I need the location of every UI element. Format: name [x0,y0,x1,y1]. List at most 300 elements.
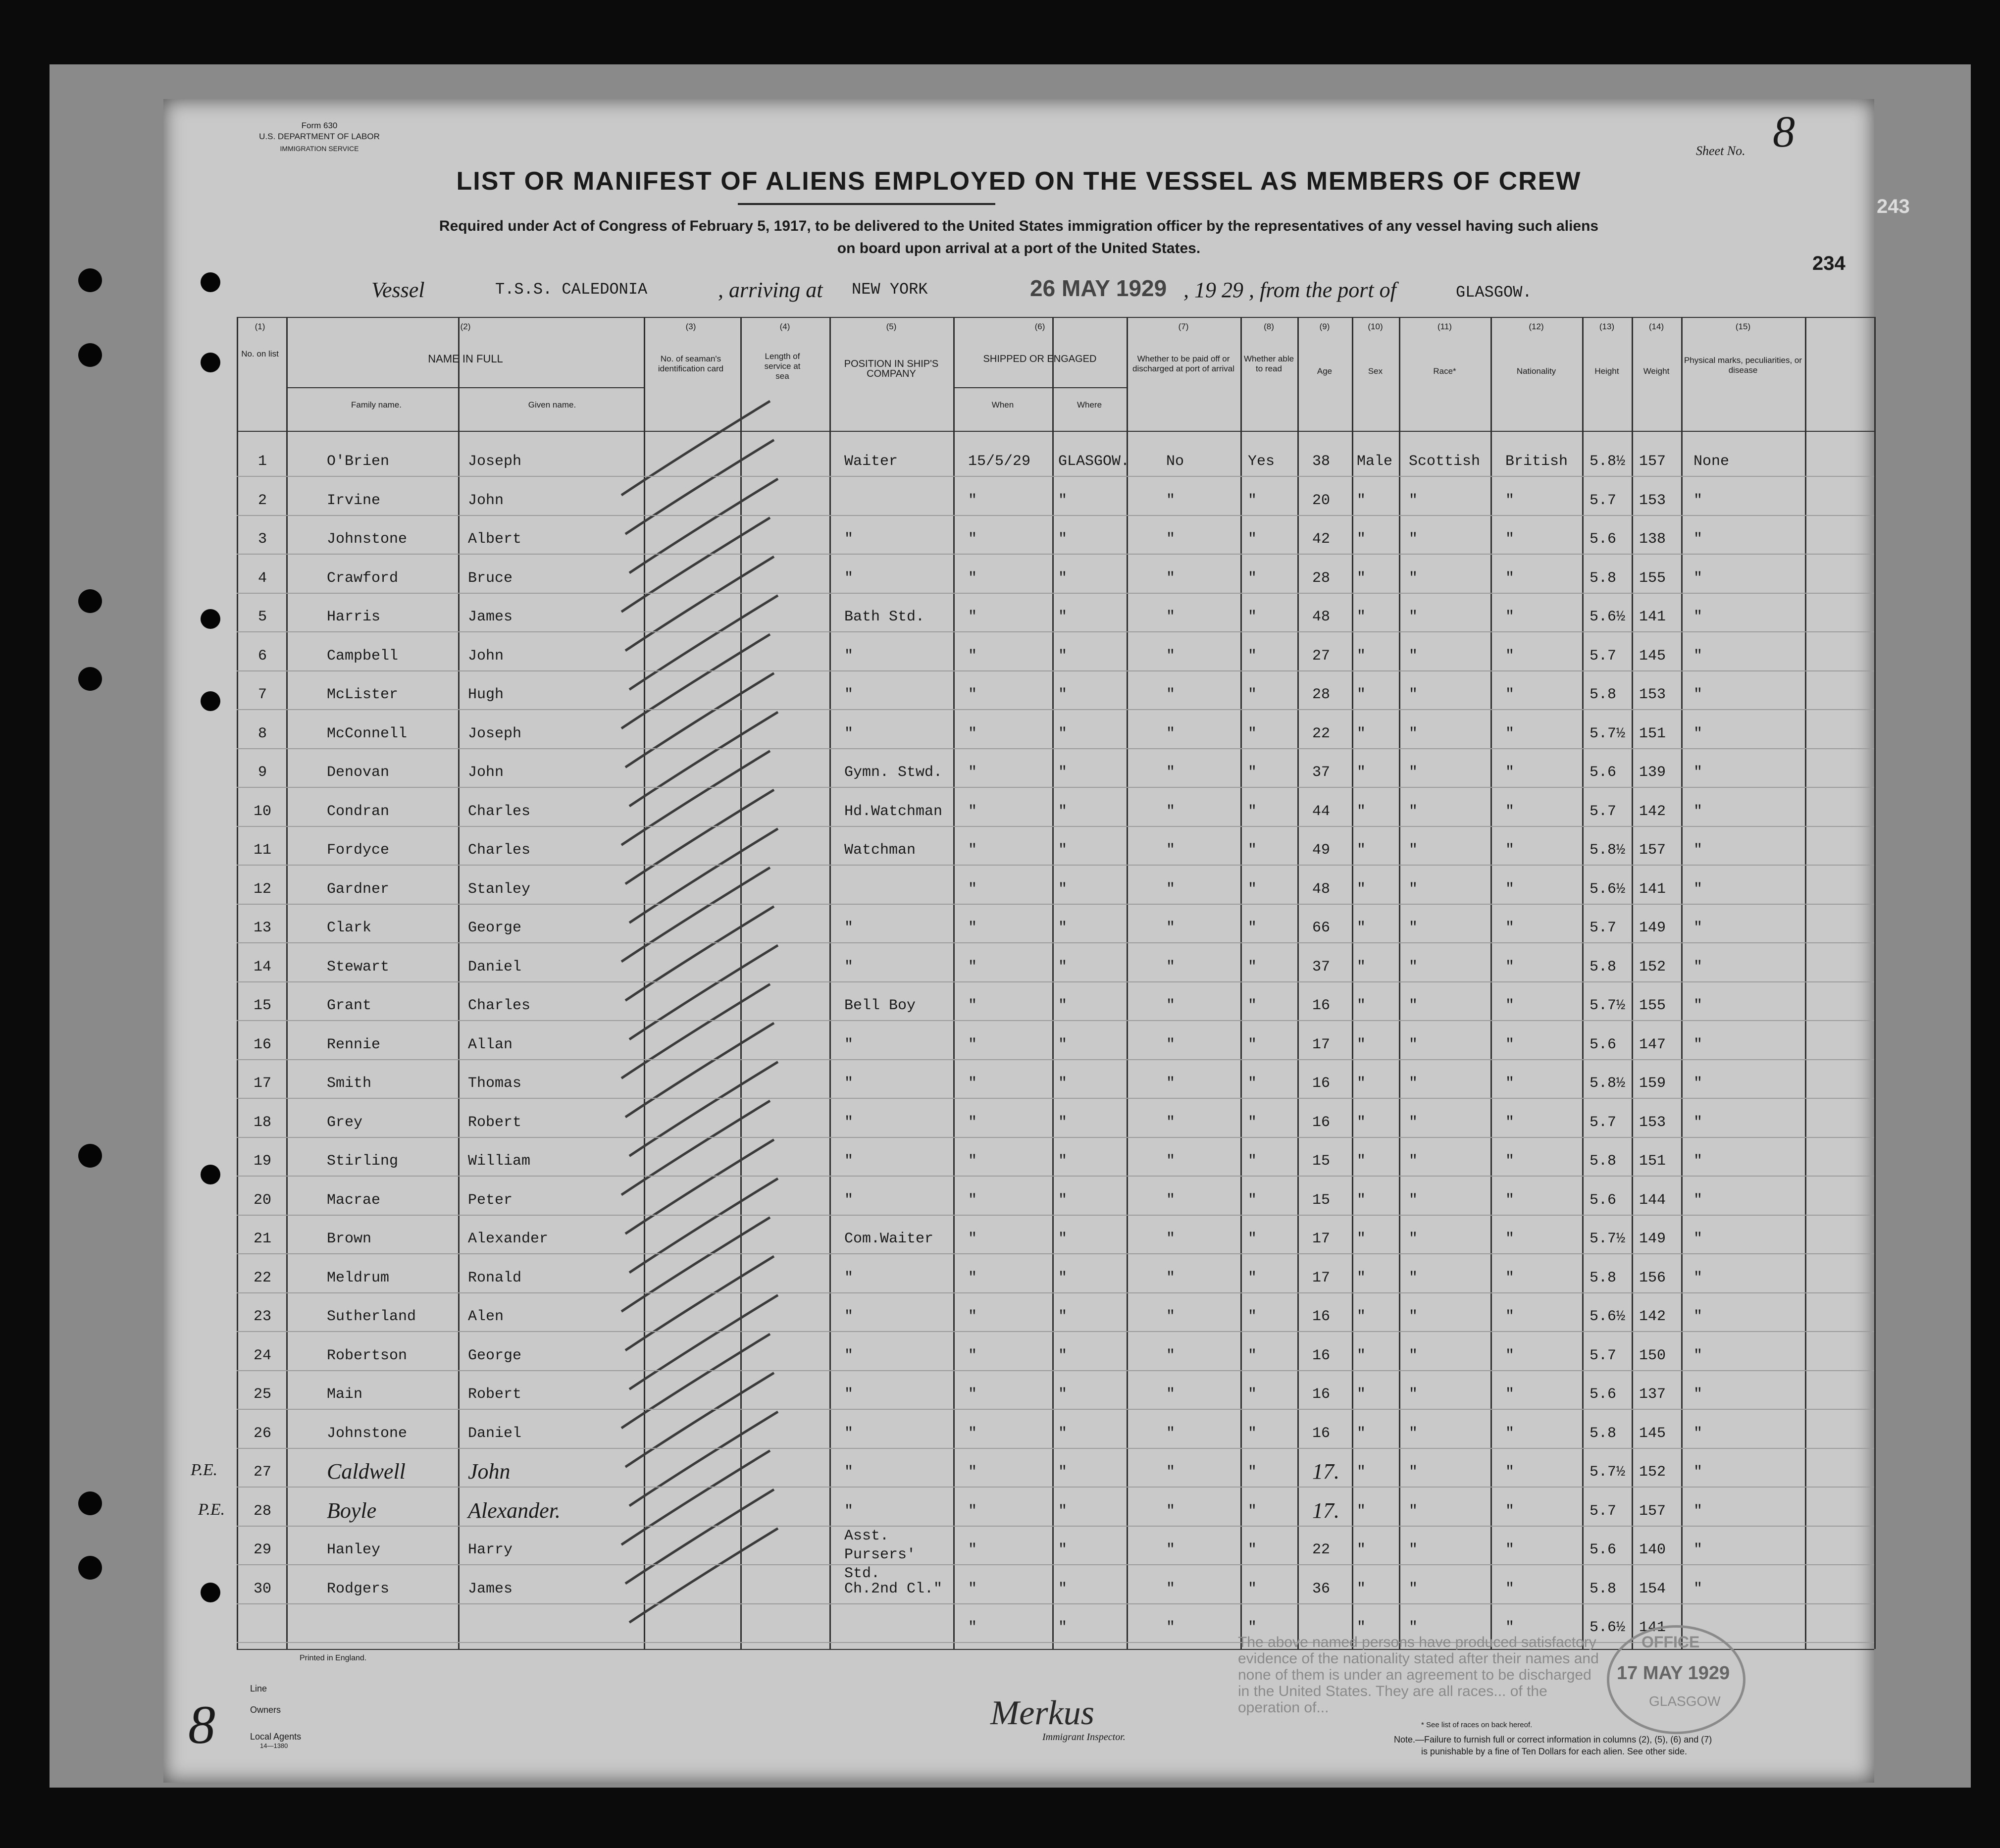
shipped-when: " [968,803,977,820]
manifest-title: LIST OR MANIFEST OF ALIENS EMPLOYED ON THE VESSEL AS MEMBERS OF CREW [456,167,1582,196]
ruling-line [237,1487,1874,1488]
physical-marks: " [1693,569,1703,587]
col-when: When [991,400,1014,410]
office-stamp-date: 17 MAY 1929 [1617,1663,1730,1684]
given-name: John [468,1459,511,1484]
height: 5.6 [1590,1191,1617,1209]
shipped-where: " [1058,569,1068,587]
row-number: 12 [253,880,271,898]
able-to-read: " [1248,1114,1257,1131]
shipped-when: " [968,1580,977,1597]
weight: 155 [1639,997,1666,1014]
race: " [1409,1036,1418,1053]
able-to-read: " [1248,997,1257,1014]
pen-stroke [621,401,770,495]
age: 37 [1312,958,1331,975]
inspector-label: Immigrant Inspector. [1042,1732,1126,1743]
nationality: " [1505,842,1515,859]
paid-off: " [1166,1386,1176,1403]
row-number: 26 [253,1425,271,1442]
col-num-15: (15) [1735,322,1751,331]
weight: 141 [1639,1619,1666,1636]
margin-number-234: 234 [1812,253,1846,274]
family-name: Campbell [327,647,399,665]
shipped-when: " [968,1269,977,1286]
race: " [1409,492,1418,509]
shipped-where: " [1058,1191,1068,1209]
race: " [1409,1269,1418,1286]
given-name: Alexander. [468,1498,561,1523]
ruling-line [237,1448,1874,1449]
age: 16 [1312,997,1331,1014]
ruling-line [237,826,1874,827]
physical-marks: " [1693,492,1703,509]
paid-off: " [1166,1619,1176,1636]
race: " [1409,1191,1418,1209]
col-where: Where [1077,400,1102,410]
given-name: Harry [468,1541,513,1558]
family-name: Brown [327,1231,372,1247]
paid-off: " [1166,1580,1176,1597]
race: " [1409,842,1418,859]
sex: " [1357,609,1366,625]
paid-off: " [1166,1464,1176,1481]
family-name: Sutherland [327,1308,416,1325]
ruling-line [237,1564,1874,1565]
col-num-5: (5) [886,322,897,331]
row-number: 8 [257,725,267,742]
position: " [844,1464,854,1481]
family-name: Johnstone [327,1425,408,1442]
weight: 156 [1639,1269,1666,1286]
nationality: " [1505,1464,1515,1481]
sex: " [1357,880,1366,898]
col-num-13: (13) [1599,322,1615,331]
family-name: Boyle [327,1498,377,1523]
shipped-when: " [968,647,977,665]
nationality: " [1505,1036,1515,1053]
ruling-line [237,1059,1874,1060]
sheet-number: 8 [1773,107,1795,156]
weight: 141 [1639,880,1666,898]
weight: 154 [1639,1580,1666,1597]
sex: " [1357,842,1366,859]
sex: " [1357,1153,1366,1170]
col-given-name: Given name. [528,400,576,410]
col-id-card: No. of seaman's identification card [658,354,724,373]
position: Gymn. Stwd. [844,764,943,781]
weight: 140 [1639,1541,1666,1558]
height: 5.8 [1590,686,1617,703]
height: 5.7 [1590,1502,1617,1520]
physical-marks: " [1693,1114,1703,1131]
shipped-when: " [968,880,977,898]
weight: 155 [1639,569,1666,587]
age: 17. [1312,1459,1339,1484]
weight: 152 [1639,958,1666,975]
owners-label: Owners [250,1705,281,1715]
weight: 139 [1639,764,1666,781]
paid-off: " [1166,1502,1176,1520]
able-to-read: " [1248,569,1257,587]
family-name: Main [327,1386,363,1403]
shipped-when: " [968,1464,977,1481]
row-number: 5 [257,609,267,625]
shipped-when: " [968,1386,977,1403]
physical-marks: " [1693,725,1703,742]
ruling-line [237,865,1874,866]
given-name: Robert [468,1386,522,1403]
service-label: IMMIGRATION SERVICE [280,145,359,153]
nationality: " [1505,531,1515,548]
able-to-read: " [1248,725,1257,742]
race: " [1409,647,1418,665]
nationality: British [1505,453,1568,470]
col-shipped: SHIPPED OR ENGAGED [983,354,1097,364]
height: 5.6 [1590,1036,1617,1053]
height: 5.7 [1590,647,1617,665]
ruling-line [237,1253,1874,1254]
ruling-line [237,1331,1874,1332]
shipped-where: " [1058,1036,1068,1053]
nationality: " [1505,1619,1515,1636]
family-name: Fordyce [327,842,390,859]
height: 5.6 [1590,764,1617,781]
weight: 153 [1639,1114,1666,1131]
ruling-line [237,515,1874,516]
physical-marks: " [1693,1191,1703,1209]
office-stamp-label: OFFICE [1641,1633,1700,1651]
shipped-where: " [1058,1114,1068,1131]
given-name: John [468,647,504,665]
ruling-line [237,709,1874,710]
nationality: " [1505,1502,1515,1520]
able-to-read: " [1248,1269,1257,1286]
pen-stroke [625,1140,774,1234]
age: 17 [1312,1231,1331,1247]
family-name: Robertson [327,1347,408,1364]
race: " [1409,958,1418,975]
height: 5.7 [1590,1347,1617,1364]
position: " [844,725,854,742]
able-to-read: " [1248,1036,1257,1053]
family-name: Harris [327,609,381,625]
weight: 137 [1639,1386,1666,1403]
row-number: 24 [253,1347,271,1364]
able-to-read: " [1248,842,1257,859]
age: 28 [1312,569,1331,587]
col-marks: Physical marks, peculiarities, or disease [1684,356,1802,375]
weight: 152 [1639,1464,1666,1481]
weight: 153 [1639,492,1666,509]
race: " [1409,725,1418,742]
age: 15 [1312,1153,1331,1170]
physical-marks: " [1693,958,1703,975]
shipped-where: " [1058,725,1068,742]
sex: " [1357,1619,1366,1636]
nationality: " [1505,880,1515,898]
family-name: McLister [327,686,399,703]
form-number: Form 630 [301,121,338,130]
requirement-line-1: Required under Act of Congress of February 5, 1917, to be delivered to the United States immigration officer by the representatives of any vessel having such aliens [439,218,1599,234]
race: " [1409,1464,1418,1481]
margin-note-bottom: 8 [188,1694,215,1755]
col-height: Height [1594,366,1619,376]
given-name: James [468,609,513,625]
office-stamp-city: GLASGOW [1649,1694,1721,1709]
fine-note-line-2: is punishable by a fine of Ten Dollars for each alien. See other side. [1421,1746,1687,1756]
race: Scottish [1409,453,1481,470]
family-name: Stirling [327,1153,399,1170]
able-to-read: " [1248,1464,1257,1481]
weight: 153 [1639,686,1666,703]
position: " [844,958,854,975]
ruling-line [237,1215,1874,1216]
shipped-where: " [1058,1619,1068,1636]
physical-marks: " [1693,531,1703,548]
race: " [1409,686,1418,703]
height: 5.6 [1590,1386,1617,1403]
height: 5.8½ [1590,1075,1626,1092]
ruling-line [237,981,1874,982]
sex: " [1357,647,1366,665]
position: " [844,1191,854,1209]
row-number: 17 [253,1075,271,1092]
nationality: " [1505,1580,1515,1597]
sex: " [1357,1269,1366,1286]
shipped-where: " [1058,531,1068,548]
ruling-line [237,1526,1874,1527]
age: 44 [1312,803,1331,820]
position: " [844,1269,854,1286]
vessel-label: Vessel [371,278,425,302]
height: 5.6½ [1590,1619,1626,1636]
shipped-where: " [1058,609,1068,625]
able-to-read: " [1248,609,1257,625]
shipped-where: " [1058,764,1068,781]
row-number: 19 [253,1153,271,1170]
paid-off: No [1166,453,1184,470]
arrival-date-stamp: 26 MAY 1929 [1030,275,1167,301]
physical-marks: " [1693,609,1703,625]
nationality: " [1505,1425,1515,1442]
given-name: Charles [468,842,531,859]
given-name: Alexander [468,1231,549,1247]
able-to-read: " [1248,1425,1257,1442]
shipped-when: " [968,725,977,742]
position: Bell Boy [844,997,916,1014]
height: 5.7½ [1590,1464,1626,1481]
given-name: Peter [468,1191,513,1209]
row-number: 6 [257,647,267,665]
physical-marks: " [1693,1075,1703,1092]
sex: " [1357,1308,1366,1325]
row-number: 15 [253,997,271,1014]
given-name: Ronald [468,1269,522,1286]
able-to-read: Yes [1248,453,1275,470]
able-to-read: " [1248,1231,1257,1247]
age: 49 [1312,842,1331,859]
race: " [1409,609,1418,625]
race: " [1409,1502,1418,1520]
given-name: Joseph [468,453,522,470]
shipped-where: " [1058,997,1068,1014]
physical-marks: " [1693,1269,1703,1286]
weight: 157 [1639,1502,1666,1520]
margin-number-243: 243 [1877,196,1910,217]
age: 37 [1312,764,1331,781]
ruling-line [237,554,1874,555]
physical-marks: " [1693,803,1703,820]
position: " [844,1075,854,1092]
position: Bath Std. [844,609,925,625]
family-name: Meldrum [327,1269,390,1286]
sex: " [1357,1347,1366,1364]
paid-off: " [1166,880,1176,898]
paid-off: " [1166,609,1176,625]
row-number: 13 [253,920,271,936]
physical-marks: " [1693,1386,1703,1403]
ruling-line [237,476,1874,477]
ruling-line [237,593,1874,594]
able-to-read: " [1248,1619,1257,1636]
height: 5.7½ [1590,1231,1626,1247]
height: 5.7 [1590,803,1617,820]
row-number: 27 [253,1464,271,1481]
year-label: , 19 29 , from the port of [1183,278,1396,302]
able-to-read: " [1248,1347,1257,1364]
sex: " [1357,1464,1366,1481]
ruling-line [237,904,1874,905]
col-num-8: (8) [1264,322,1274,331]
shipped-when: " [968,1541,977,1558]
shipped-where: " [1058,1308,1068,1325]
age: 38 [1312,453,1331,470]
shipped-when: " [968,958,977,975]
shipped-when: " [968,1347,977,1364]
height: 5.7 [1590,1114,1617,1131]
physical-marks: " [1693,1502,1703,1520]
position: " [844,686,854,703]
weight: 149 [1639,920,1666,936]
height: 5.8½ [1590,842,1626,859]
family-name: Johnstone [327,531,408,548]
physical-marks: " [1693,842,1703,859]
local-agents-label: Local Agents [250,1732,302,1742]
ruling-line [237,1176,1874,1177]
shipped-when: " [968,997,977,1014]
shipped-where: " [1058,958,1068,975]
able-to-read: " [1248,1580,1257,1597]
position: " [844,569,854,587]
nationality: " [1505,764,1515,781]
row-number: 1 [257,453,267,470]
col-age: Age [1317,366,1333,376]
row-number: 20 [253,1191,271,1209]
physical-marks: " [1693,880,1703,898]
nationality: " [1505,997,1515,1014]
given-name: James [468,1580,513,1597]
position: " [844,920,854,936]
height: 5.7 [1590,920,1617,936]
shipped-where: " [1058,1075,1068,1092]
given-name: John [468,764,504,781]
paid-off: " [1166,1347,1176,1364]
weight: 149 [1639,1231,1666,1247]
height: 5.7 [1590,492,1617,509]
able-to-read: " [1248,1191,1257,1209]
able-to-read: " [1248,686,1257,703]
printed-in-england: Printed in England. [300,1654,367,1662]
ruling-line [237,1137,1874,1138]
form-code: 14—1380 [260,1742,288,1749]
race: " [1409,1425,1418,1442]
given-name: Charles [468,803,531,820]
shipped-where: " [1058,803,1068,820]
line-label: Line [250,1684,267,1694]
col-position: POSITION IN SHIP'S COMPANY [844,359,939,379]
paid-off: " [1166,803,1176,820]
shipped-when: " [968,1153,977,1170]
row-number: 9 [257,764,267,781]
col-num-12: (12) [1529,322,1544,331]
height: 5.6½ [1590,609,1626,625]
col-num-7: (7) [1178,322,1189,331]
able-to-read: " [1248,920,1257,936]
family-name: Grey [327,1114,363,1131]
nationality: " [1505,1386,1515,1403]
paid-off: " [1166,1541,1176,1558]
sex: " [1357,1541,1366,1558]
shipped-when: " [968,531,977,548]
shipped-where: " [1058,880,1068,898]
age: 48 [1312,880,1331,898]
col-num-10: (10) [1368,322,1383,331]
row-number: 21 [253,1231,271,1247]
departure-port: GLASGOW. [1456,283,1532,302]
margin-note-pe-28: P.E. [198,1500,225,1519]
sex: " [1357,492,1366,509]
physical-marks: " [1693,1036,1703,1053]
pen-stroke [629,1529,778,1623]
row-number: 22 [253,1269,271,1286]
given-name: Bruce [468,569,513,587]
weight: 144 [1639,1191,1666,1209]
age: 42 [1312,531,1331,548]
position: Asst. Pursers' Std. [844,1528,916,1582]
col-paid-off: Whether to be paid off or discharged at port of arrival [1132,354,1234,373]
ruling-line [237,1020,1874,1021]
nationality-stamp: The above named persons have produced satisfactory evidence of the nationality stated after their names and none of them is under an agreement to be discharged in the United States. They are all races... of the operation of... [1238,1634,1599,1716]
race: " [1409,920,1418,936]
physical-marks: " [1693,1231,1703,1247]
shipped-when: " [968,1114,977,1131]
col-num-2: (2) [460,322,471,331]
weight: 138 [1639,531,1666,548]
family-name: O'Brien [327,453,390,470]
race: " [1409,569,1418,587]
shipped-where: " [1058,647,1068,665]
race: " [1409,1541,1418,1558]
arriving-label: , arriving at [718,278,823,302]
row-number: 18 [253,1114,271,1131]
family-name: Clark [327,920,372,936]
weight: 159 [1639,1075,1666,1092]
age: 17 [1312,1269,1331,1286]
position: " [844,1153,854,1170]
shipped-when: " [968,1502,977,1520]
shipped-when: " [968,842,977,859]
